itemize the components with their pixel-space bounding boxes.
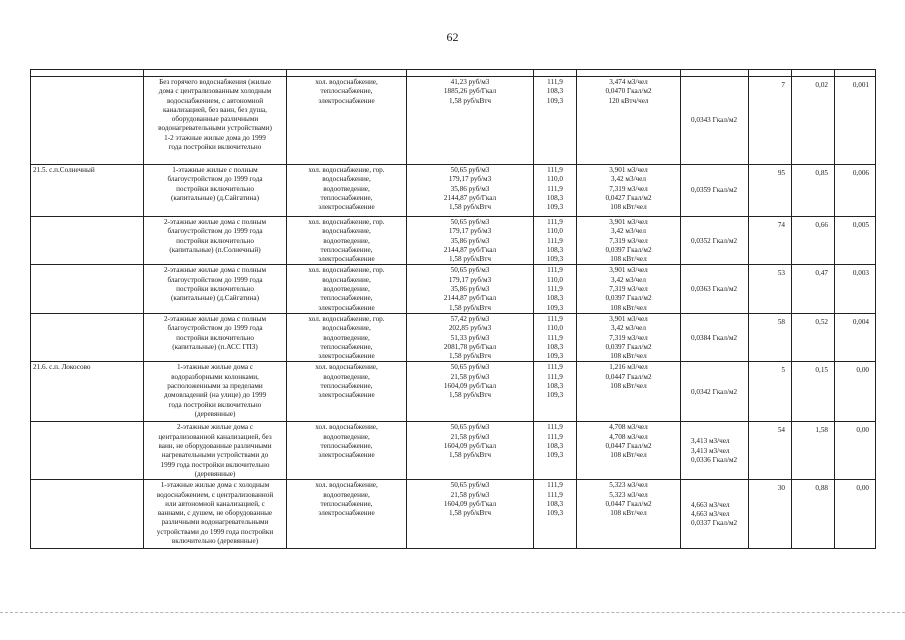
cell-description xyxy=(144,422,287,480)
cell-norms-line: 4,708 м3/чел xyxy=(609,423,648,432)
cell-description-line: нагревательными устройствами до xyxy=(161,451,269,460)
cell-services-line: теплоснабжение, xyxy=(320,382,373,391)
cell-value-1: 54 xyxy=(749,422,792,480)
cell-value-1: 74 xyxy=(749,217,792,265)
table-row xyxy=(31,165,876,217)
cell-tariffs-line: 1,58 руб/кВтч xyxy=(448,203,492,212)
cell-norms-line: 0,0447 Гкал/м2 xyxy=(605,499,652,508)
cell-services-line: водоотведение, xyxy=(323,490,370,499)
cell-tariffs-line: 1,58 руб/кВтч xyxy=(448,255,492,264)
cell-indices xyxy=(534,362,577,422)
cell-value-1: 30 xyxy=(749,480,792,549)
cell-services-line: хол. водоснабжение, xyxy=(315,481,378,490)
cell-consumption-line: 4,663 м3/чел xyxy=(691,510,730,519)
cell-norms-line: 5,323 м3/чел xyxy=(609,481,648,490)
cell-norms-line: 3,42 м3/чел xyxy=(611,275,646,284)
cell-norms-line: 7,319 м3/чел xyxy=(609,333,648,342)
cell-description-line: ваннами, с душем, не оборудованные xyxy=(157,509,273,518)
cell-location xyxy=(31,422,144,480)
cell-indices-line: 109,3 xyxy=(546,451,564,460)
cell-description xyxy=(144,77,287,165)
cell-norms-line: 7,319 м3/чел xyxy=(609,184,648,193)
cell-indices-line: 109,3 xyxy=(546,391,564,400)
cell-services-line: хол. водоснабжение, гор. xyxy=(308,218,385,226)
cell-tariffs-line: 35,86 руб/м3 xyxy=(450,236,490,245)
cell-consumption xyxy=(681,77,749,165)
cell-description-line: 1-этажные жилые дома с xyxy=(176,363,254,372)
cell-indices xyxy=(534,265,577,313)
cell-services-line: электроснабжение xyxy=(318,352,375,361)
cell-services xyxy=(287,217,407,265)
cell-tariffs-line: 1604,09 руб/Гкал xyxy=(443,382,497,391)
cell-description-line: дома с централизованным холодным xyxy=(158,87,272,96)
cell-norms-line: 3,42 м3/чел xyxy=(611,175,646,184)
cell-tariffs-line: 21,58 руб/м3 xyxy=(450,432,490,441)
cell-tariffs-line: 50,65 руб/м3 xyxy=(450,266,490,275)
cell-location xyxy=(31,480,144,549)
cell-norms-line: 108 кВт/чел xyxy=(610,382,647,391)
cell-services-line: водоснабжение, xyxy=(322,227,371,236)
cell-consumption-line: 3,413 м3/чел xyxy=(691,446,730,455)
cell-norms-line: 5,323 м3/чел xyxy=(609,490,648,499)
cell-location: 21.5. с.п.Солнечный xyxy=(31,165,144,217)
cell-norms-line: 0,0447 Гкал/м2 xyxy=(605,372,652,381)
cell-norms-line: 0,0397 Гкал/м2 xyxy=(605,245,652,254)
cell-indices-line: 109,3 xyxy=(546,509,564,518)
cell-value-2: 0,47 xyxy=(792,265,835,313)
cell-consumption-line: 0,0337 Гкал/м2 xyxy=(691,519,738,528)
cell-description-line: (капитальные) (п.Солнечный) xyxy=(169,245,261,254)
cell-tariffs-line: 1,58 руб/кВтч xyxy=(448,352,492,361)
cell-value-2: 0,52 xyxy=(792,313,835,361)
cell-indices-line: 111,9 xyxy=(547,432,563,441)
cell-description-line: постройки включительно xyxy=(176,236,254,245)
cell-services-line: хол. водоснабжение, xyxy=(315,78,378,86)
cell-description-line: расположенными за пределами xyxy=(167,382,263,391)
cell-indices-line: 109,3 xyxy=(546,352,564,361)
cell-tariffs-line: 57,42 руб/м3 xyxy=(450,314,490,323)
cell-services-line: водоснабжение, xyxy=(322,175,371,184)
cell-indices-line: 111,9 xyxy=(547,333,563,342)
cell-norms-line: 3,42 м3/чел xyxy=(611,324,646,333)
cell-description-line: устройствами до 1999 года постройки xyxy=(156,527,274,536)
cell-tariffs-line: 2081,78 руб/Гкал xyxy=(443,342,497,351)
cell-consumption-line: 3,413 м3/чел xyxy=(691,437,730,446)
cell-consumption xyxy=(681,480,749,549)
cell-norms-line: 3,901 м3/чел xyxy=(609,266,648,275)
cell-description-line: канализацией, без ванн, без душа, xyxy=(163,105,267,114)
cell-norms-line: 0,0427 Гкал/м2 xyxy=(605,193,652,202)
cell-description-line: 2-этажные жилые дома с полным xyxy=(163,314,267,323)
cell-services xyxy=(287,362,407,422)
cell-value-2: 0,88 xyxy=(792,480,835,549)
cell-value-2: 0,85 xyxy=(792,165,835,217)
cell-tariffs xyxy=(407,362,534,422)
table-row xyxy=(31,77,876,165)
cell-description-line: включительно (деревянные) xyxy=(171,537,259,546)
cell-services-line: хол. водоснабжение, xyxy=(315,423,378,432)
cell-value-3: 0,00 xyxy=(835,362,876,422)
cell-tariffs-line: 1604,09 руб/Гкал xyxy=(443,442,497,451)
cell-indices-line: 109,3 xyxy=(546,255,564,264)
cell-services-line: электроснабжение xyxy=(318,451,375,460)
cell-description-line: (капитальные) (д.Сайгатина) xyxy=(170,193,259,202)
cell-tariffs-line: 21,58 руб/м3 xyxy=(450,490,490,499)
cell-description-line: домовладений (на улице) до 1999 xyxy=(163,391,267,400)
cell-norms xyxy=(577,265,681,313)
cell-description-line: оборудованные различными xyxy=(171,115,259,124)
cell-services-line: теплоснабжение, xyxy=(320,294,373,303)
cell-indices-line: 109,3 xyxy=(546,96,564,105)
cell-value-2: 1,58 xyxy=(792,422,835,480)
cell-indices-line: 110,0 xyxy=(547,227,563,236)
cell-indices xyxy=(534,165,577,217)
cell-tariffs-line: 1,58 руб/кВтч xyxy=(448,303,492,312)
cell-description-line: водонагревательными устройствами) xyxy=(158,124,272,133)
cell-consumption xyxy=(681,422,749,480)
cell-services-line: водоснабжение, xyxy=(322,275,371,284)
cell-description-line: года постройки включительно xyxy=(168,143,262,152)
cell-norms-line: 108 кВт/чел xyxy=(610,303,647,312)
cell-norms xyxy=(577,165,681,217)
cell-description-line: Без горячего водоснабжения (жилые xyxy=(159,78,271,86)
cell-services xyxy=(287,77,407,165)
cell-description-line: постройки включительно xyxy=(176,333,254,342)
cell-value-3: 0,001 xyxy=(835,77,876,165)
cell-norms xyxy=(577,217,681,265)
table-row xyxy=(31,362,876,422)
page-number: 62 xyxy=(446,30,459,44)
cell-services-line: водоотведение, xyxy=(323,333,370,342)
cell-services-line: водоотведение, xyxy=(323,184,370,193)
cell-norms-line: 3,901 м3/чел xyxy=(609,166,648,174)
table-row xyxy=(31,217,876,265)
cell-value-2: 0,02 xyxy=(792,77,835,165)
cell-description-line: (деревянные) xyxy=(194,469,236,478)
cell-norms-line: 4,708 м3/чел xyxy=(609,432,648,441)
cell-description-line: постройки включительно xyxy=(176,285,254,294)
scan-edge-line xyxy=(0,612,905,614)
cell-indices-line: 108,3 xyxy=(546,342,564,351)
cell-value-3: 0,006 xyxy=(835,165,876,217)
cell-tariffs-line: 1,58 руб/кВтч xyxy=(448,509,492,518)
cell-indices-line: 111,9 xyxy=(547,372,563,381)
cell-location xyxy=(31,217,144,265)
cell-services-line: электроснабжение xyxy=(318,96,375,105)
cell-tariffs-line: 179,17 руб/м3 xyxy=(448,175,492,184)
cell-norms-line: 108 кВт/чел xyxy=(610,255,647,264)
cell-indices-line: 108,3 xyxy=(546,193,564,202)
cell-services xyxy=(287,480,407,549)
cell-tariffs-line: 50,65 руб/м3 xyxy=(450,481,490,490)
cell-tariffs-line: 50,65 руб/м3 xyxy=(450,363,490,372)
cell-indices-line: 110,0 xyxy=(547,175,563,184)
cell-indices xyxy=(534,77,577,165)
cell-tariffs xyxy=(407,480,534,549)
cell-norms-line: 3,901 м3/чел xyxy=(609,218,648,226)
cell-indices xyxy=(534,480,577,549)
cell-services-line: водоотведение, xyxy=(323,285,370,294)
cell-description-line: постройки включительно xyxy=(176,184,254,193)
cell-description-line: 2-этажные жилые дома с полным xyxy=(163,218,267,226)
cell-services-line: хол. водоснабжение, гор. xyxy=(308,266,385,275)
cell-description xyxy=(144,362,287,422)
cell-location: 21.6. с.п. Локосово xyxy=(31,362,144,422)
cell-tariffs-line: 179,17 руб/м3 xyxy=(448,275,492,284)
cell-indices-line: 111,9 xyxy=(547,490,563,499)
cell-indices-line: 111,9 xyxy=(547,218,563,226)
cell-description-line: водоснабжением, с централизованной xyxy=(156,490,274,499)
cell-indices-line: 109,3 xyxy=(546,303,564,312)
cell-consumption-line: 0,0336 Гкал/м2 xyxy=(691,455,738,464)
cell-description-line: централизованной канализацией, без xyxy=(158,432,272,441)
cell-indices-line: 111,9 xyxy=(547,78,563,86)
cell-indices-line: 111,9 xyxy=(547,314,563,323)
cell-indices-line: 110,0 xyxy=(547,275,563,284)
cell-description xyxy=(144,265,287,313)
cell-description xyxy=(144,480,287,549)
cell-value-3: 0,00 xyxy=(835,422,876,480)
cell-indices-line: 111,9 xyxy=(547,423,563,432)
cell-description-line: года постройки включительно xyxy=(168,400,262,409)
cell-tariffs-line: 2144,87 руб/Гкал xyxy=(443,193,497,202)
cell-tariffs xyxy=(407,265,534,313)
cell-norms-line: 108 кВт/чел xyxy=(610,451,647,460)
cell-norms-line: 3,42 м3/чел xyxy=(611,227,646,236)
cell-description-line: 1-этажные жилые дома с холодным xyxy=(160,481,270,490)
cell-value-2: 0,66 xyxy=(792,217,835,265)
cell-description-line: 1999 года постройки включительно xyxy=(160,460,270,469)
cell-indices-line: 111,9 xyxy=(547,285,563,294)
cell-consumption-line: 0,0343 Гкал/м2 xyxy=(691,116,738,125)
cell-value-1: 5 xyxy=(749,362,792,422)
cell-indices xyxy=(534,313,577,361)
cell-norms-line: 3,474 м3/чел xyxy=(609,78,648,86)
cell-description-line: 1-2 этажные жилые дома до 1999 xyxy=(164,133,266,142)
cell-services-line: водоотведение, xyxy=(323,236,370,245)
cell-norms-line: 120 кВтч/чел xyxy=(608,96,649,105)
cell-value-1: 58 xyxy=(749,313,792,361)
cell-tariffs xyxy=(407,165,534,217)
cell-tariffs xyxy=(407,217,534,265)
cell-tariffs-line: 41,23 руб/м3 xyxy=(450,78,490,86)
cell-norms-line: 3,901 м3/чел xyxy=(609,314,648,323)
cell-description-line: или автономной канализацией, с xyxy=(165,499,265,508)
cell-indices xyxy=(534,217,577,265)
cell-consumption xyxy=(681,265,749,313)
cell-description-line: водоразборными колонками, xyxy=(171,372,259,381)
cell-indices-line: 111,9 xyxy=(547,266,563,275)
cell-consumption-line: 0,0363 Гкал/м2 xyxy=(691,285,738,294)
cell-consumption-line: 0,0359 Гкал/м2 xyxy=(691,186,738,195)
cell-location xyxy=(31,77,144,165)
cell-norms-line: 0,0397 Гкал/м2 xyxy=(605,342,652,351)
cell-tariffs-line: 202,85 руб/м3 xyxy=(448,324,492,333)
tariff-table xyxy=(30,69,876,549)
cell-description-line: (деревянные) xyxy=(194,409,236,418)
cell-services xyxy=(287,165,407,217)
cell-indices-line: 111,9 xyxy=(547,236,563,245)
cell-indices-line: 111,9 xyxy=(547,481,563,490)
cell-tariffs xyxy=(407,422,534,480)
cell-description-line: благоустройством до 1999 года xyxy=(167,175,263,184)
cell-services xyxy=(287,313,407,361)
cell-indices xyxy=(534,422,577,480)
cell-norms-line: 108 кВт/чел xyxy=(610,352,647,361)
cell-norms-line: 7,319 м3/чел xyxy=(609,236,648,245)
cell-description-line: (капитальные) (д.Сайгатина) xyxy=(170,294,259,303)
cell-services-line: теплоснабжение, xyxy=(320,499,373,508)
cell-services-line: водоснабжение, xyxy=(322,324,371,333)
cell-value-1: 53 xyxy=(749,265,792,313)
cell-location xyxy=(31,313,144,361)
cell-norms-line: 0,0470 Гкал/м2 xyxy=(605,87,652,96)
cell-services-line: теплоснабжение, xyxy=(320,193,373,202)
cell-value-3: 0,00 xyxy=(835,480,876,549)
cell-services-line: электроснабжение xyxy=(318,203,375,212)
cell-description-line: благоустройством до 1999 года xyxy=(167,324,263,333)
cell-value-1: 95 xyxy=(749,165,792,217)
cell-description-line: 2-этажные жилые дома с xyxy=(176,423,254,432)
cell-services-line: электроснабжение xyxy=(318,255,375,264)
cell-indices-line: 108,3 xyxy=(546,499,564,508)
cell-tariffs-line: 35,86 руб/м3 xyxy=(450,285,490,294)
cell-tariffs-line: 1,58 руб/кВтч xyxy=(448,391,492,400)
cell-tariffs-line: 1604,09 руб/Гкал xyxy=(443,499,497,508)
cell-norms-line: 0,0447 Гкал/м2 xyxy=(605,442,652,451)
cell-norms-line: 108 кВт/чел xyxy=(610,203,647,212)
cell-indices-line: 108,3 xyxy=(546,294,564,303)
cell-consumption xyxy=(681,165,749,217)
cell-services-line: водоотведение, xyxy=(323,372,370,381)
cell-norms xyxy=(577,362,681,422)
table-header-stub xyxy=(31,70,876,77)
cell-services-line: хол. водоснабжение, гор. xyxy=(308,166,385,174)
cell-description-line: благоустройством до 1999 года xyxy=(167,227,263,236)
cell-description-line: ванн, не оборудованные различными xyxy=(158,442,272,451)
cell-location xyxy=(31,265,144,313)
cell-tariffs-line: 1,58 руб/кВтч xyxy=(448,451,492,460)
cell-description xyxy=(144,313,287,361)
cell-services xyxy=(287,422,407,480)
cell-services-line: электроснабжение xyxy=(318,509,375,518)
cell-norms-line: 108 кВт/чел xyxy=(610,509,647,518)
cell-description-line: водоснабжением, с автономной xyxy=(166,96,264,105)
cell-services-line: хол. водоснабжение, xyxy=(315,363,378,372)
cell-value-2: 0,15 xyxy=(792,362,835,422)
cell-indices-line: 108,3 xyxy=(546,382,564,391)
cell-tariffs xyxy=(407,77,534,165)
cell-tariffs-line: 1,58 руб/кВтч xyxy=(448,96,492,105)
cell-norms xyxy=(577,313,681,361)
cell-tariffs-line: 50,65 руб/м3 xyxy=(450,218,490,226)
cell-tariffs-line: 50,65 руб/м3 xyxy=(450,423,490,432)
cell-description-line: различными водонагревательными xyxy=(161,518,269,527)
cell-description-line: 2-этажные жилые дома с полным xyxy=(163,266,267,275)
cell-consumption xyxy=(681,362,749,422)
cell-norms xyxy=(577,422,681,480)
table-row xyxy=(31,313,876,361)
cell-consumption-line: 0,0342 Гкал/м2 xyxy=(691,387,738,396)
cell-tariffs-line: 2144,87 руб/Гкал xyxy=(443,294,497,303)
cell-description xyxy=(144,217,287,265)
cell-indices-line: 108,3 xyxy=(546,87,564,96)
cell-indices-line: 108,3 xyxy=(546,245,564,254)
table-row xyxy=(31,480,876,549)
cell-tariffs-line: 179,17 руб/м3 xyxy=(448,227,492,236)
cell-description xyxy=(144,165,287,217)
cell-indices-line: 109,3 xyxy=(546,203,564,212)
cell-indices-line: 111,9 xyxy=(547,184,563,193)
cell-consumption-line: 4,663 м3/чел xyxy=(691,500,730,509)
cell-value-3: 0,005 xyxy=(835,217,876,265)
cell-services xyxy=(287,265,407,313)
cell-services-line: водоотведение, xyxy=(323,432,370,441)
cell-description-line: 1-этажные жилые с полным xyxy=(172,166,258,174)
cell-norms-line: 1,216 м3/чел xyxy=(609,363,648,372)
cell-tariffs-line: 2144,87 руб/Гкал xyxy=(443,245,497,254)
cell-consumption xyxy=(681,313,749,361)
cell-value-1: 7 xyxy=(749,77,792,165)
table-row xyxy=(31,265,876,313)
cell-consumption xyxy=(681,217,749,265)
cell-value-3: 0,004 xyxy=(835,313,876,361)
cell-description-line: (капитальные) (п.АСС ГПЗ) xyxy=(172,342,258,351)
cell-tariffs-line: 1885,26 руб/Гкал xyxy=(443,87,497,96)
cell-tariffs-line: 50,65 руб/м3 xyxy=(450,166,490,174)
cell-services-line: электроснабжение xyxy=(318,303,375,312)
cell-norms-line: 7,319 м3/чел xyxy=(609,285,648,294)
cell-consumption-line: 0,0352 Гкал/м2 xyxy=(691,236,738,245)
cell-services-line: электроснабжение xyxy=(318,391,375,400)
cell-description-line: благоустройством до 1999 года xyxy=(167,275,263,284)
cell-services-line: теплоснабжение, xyxy=(320,342,373,351)
table-body xyxy=(31,70,876,549)
cell-tariffs-line: 21,58 руб/м3 xyxy=(450,372,490,381)
cell-tariffs xyxy=(407,313,534,361)
cell-consumption-line: 0,0384 Гкал/м2 xyxy=(691,333,738,342)
cell-norms-line: 0,0397 Гкал/м2 xyxy=(605,294,652,303)
cell-tariffs-line: 51,33 руб/м3 xyxy=(450,333,490,342)
cell-norms xyxy=(577,77,681,165)
cell-indices-line: 111,9 xyxy=(547,363,563,372)
cell-indices-line: 110,0 xyxy=(547,324,563,333)
cell-services-line: теплоснабжение, xyxy=(320,87,373,96)
cell-services-line: хол. водоснабжение, гор. xyxy=(308,314,385,323)
cell-tariffs-line: 35,86 руб/м3 xyxy=(450,184,490,193)
cell-services-line: теплоснабжение, xyxy=(320,442,373,451)
cell-indices-line: 111,9 xyxy=(547,166,563,174)
table-row xyxy=(31,422,876,480)
cell-indices-line: 108,3 xyxy=(546,442,564,451)
cell-value-3: 0,003 xyxy=(835,265,876,313)
cell-norms xyxy=(577,480,681,549)
cell-services-line: теплоснабжение, xyxy=(320,245,373,254)
